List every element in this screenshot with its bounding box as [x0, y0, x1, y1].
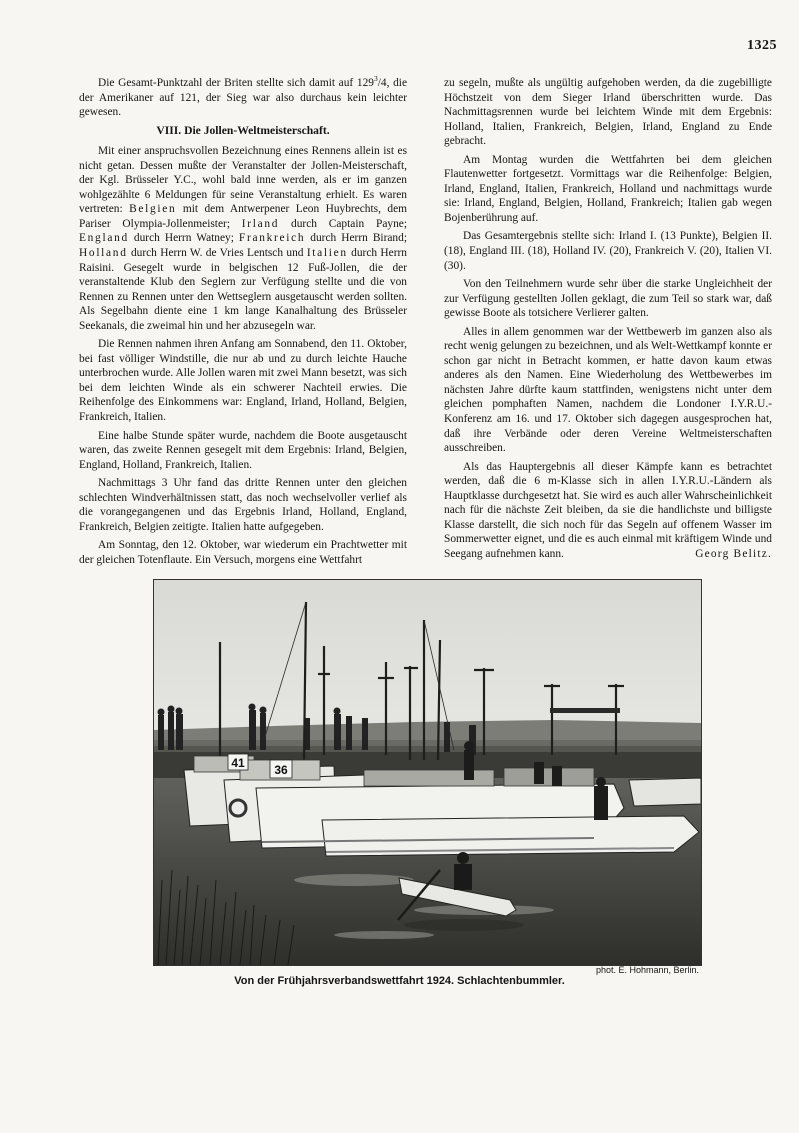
country-name: Belgien — [129, 203, 177, 216]
country-name: Italien — [306, 247, 348, 260]
country-name: Irland — [241, 217, 280, 230]
paragraph: Das Gesamtergebnis stellte sich: Irland I. (13 Punkte), Belgien II. (18), England III. (18), Holland IV. (20), Frankreich V. (20), Italien VI. (30). — [444, 230, 772, 272]
paragraph: Am Sonntag, den 12. Oktober, war wiederum ein Prachtwetter mit der gleichen Totenflaute. Ein Versuch, morgens eine Wettfahrt — [79, 539, 407, 566]
text: durch Herrn Raisini. Gesegelt wurde in belgischen 12 Fuß-Jollen, die der veranstaltende Klub den Seglern zur Verfügung stellte und die von Rennen zu Rennen unter den Wettseglern ausgetauscht werden sollten. Als Segelbahn diente eine 1 km lange Kanalhaltung des Brüsseler Seekanals, die zweimal hin und her abzusegeln war. — [79, 247, 407, 332]
country-name: England — [79, 232, 129, 245]
text: Die Gesamt-Punktzahl der Briten stellte sich damit auf 129 — [98, 77, 374, 89]
boats-illustration — [154, 580, 701, 965]
paragraph: Am Montag wurden die Wettfahrten bei dem gleichen Flautenwetter fortgesetzt. Vormittags war die Reihenfolge: Belgien, Irland, England, Italien, Frankreich, Holland und nachmittags wurde sie: Irland, England, Belgien, Holland, Frankreich; Italien gab wegen Bojenberührung auf. — [444, 153, 772, 224]
text: durch Herrn Watney; — [128, 232, 239, 245]
text: Mit einer anspruchsvollen Bezeichnung eines Rennens allein ist es nicht getan. Dessen mußte der Veranstalter der Jollen-Meisterschaft, der Kgl. Brüsseler Y.C., wohl bald inne werden, als er im ganzen wohlgezählte 6 Meldungen für seine Veranstaltung erhielt. Es waren vertreten: — [79, 145, 407, 216]
text: mit dem Antwerpener Leon Huybrechts, dem Pariser Olympia-Jollenmeister; — [79, 203, 407, 230]
harbor-photo — [153, 579, 702, 966]
boat-number-36: 36 — [274, 763, 288, 777]
paragraph: Eine halbe Stunde später wurde, nachdem die Boote ausgetauscht waren, das zweite Rennen gesegelt mit dem Ergebnis: Irland, Belgien, England, Holland, Frankreich, Italien. — [79, 429, 407, 471]
left-column — [79, 76, 407, 572]
paragraph: Alles in allem genommen war der Wettbewerb im ganzen also als recht wenig gelungen zu bezeichnen, und als Welt-Wettkampf konnte er schon gar nicht in Betracht kommen, er hatte davon kaum etwas anderes als den Namen. Eine Wiederholung des Wettbewerbes im nächsten Jahre dürfte kaum stattfinden, wenigstens nicht unter dem gleichen pomphaften Namen, nachdem die Londoner I.Y.R.U.-Konferenz am 16. und 17. Oktober sich dagegen ausgesprochen hat, daß ihre Verbände oder deren Vereine Weltmeisterschaften ausschreiben. — [444, 325, 772, 455]
paragraph — [444, 460, 772, 562]
author-signature: Georg Belitz. — [695, 547, 772, 560]
paragraph — [79, 144, 407, 333]
text: durch Captain Payne; — [279, 217, 407, 230]
country-name: Holland — [79, 247, 128, 260]
text: durch Herrn W. de Vries Lentsch und — [127, 247, 307, 260]
text: durch Herrn Birand; — [305, 232, 407, 245]
paragraph: Nachmittags 3 Uhr fand das dritte Rennen unter den gleichen schlechten Windverhältnissen statt, das noch wechselvoller verlief als die vorangegangenen und das Ergebnis Irland, Holland, England, Frankreich, Belgien zeitigte. Italien hatte aufgegeben. — [79, 477, 407, 533]
right-column — [444, 76, 772, 566]
text: /4, die der Amerikaner auf 121, der Sieg war also durchaus kein leichter gewesen. — [79, 77, 407, 119]
superscript: 3 — [373, 74, 378, 84]
paragraph: zu segeln, mußte als ungültig aufgehoben werden, da die zugebilligte Höchstzeit von dem Sieger Irland überschritten wurde. Das Nachmittagsrennen wurde bei leichtem Winde mit dem Ergebnis: Holland, Italien, Frankreich, Belgien, Irland, England zu Ende gebracht. — [444, 77, 772, 148]
paragraph: Die Rennen nahmen ihren Anfang am Sonnabend, den 11. Oktober, bei fast völliger Windstille, die nur ab und zu durch leichte Hauche unterbrochen wurde. Alle Jollen waren mit zwei Mann besetzt, was sich bei dem leichten Winde als ein schwerer Nachteil erwies. Die Reihenfolge des Einkommens war: England, Irland, Holland, Belgien, Frankreich, Italien. — [79, 338, 407, 424]
photo-credit: phot. E. Hohmann, Berlin. — [595, 965, 699, 975]
page-number: 1325 — [747, 38, 777, 53]
paragraph — [79, 76, 407, 120]
paragraph: Von den Teilnehmern wurde sehr über die starke Ungleichheit der zur Verfügung gestellten Jollen geklagt, die zum Teil so stark war, daß gewisse Boote als totsichere Verlierer galten. — [444, 278, 772, 320]
boat-number-41: 41 — [231, 756, 245, 770]
photo-caption: Von der Frühjahrsverbandswettfahrt 1924. Schlachtenbummler. — [234, 975, 565, 987]
section-heading: VIII. Die Jollen-Weltmeisterschaft. — [156, 123, 330, 137]
country-name: Frankreich — [238, 232, 306, 245]
text: Als das Hauptergebnis all dieser Kämpfe kann es betrachtet werden, daß die 6 m-Klasse sich in allen I.Y.R.U.-Ländern als Hauptklasse durchgesetzt hat. Sie wird es auch aller Wahrscheinlichkeit nach für die nächste Zeit bleiben, da sie die handlichste und billigste Klasse darstellt, die sich noch für das Segeln auf offenem Wasser im Sommerwetter eignet, und die es auch einmal mit kräftigem Winde und Seegang aufnehmen kann. — [444, 460, 772, 560]
